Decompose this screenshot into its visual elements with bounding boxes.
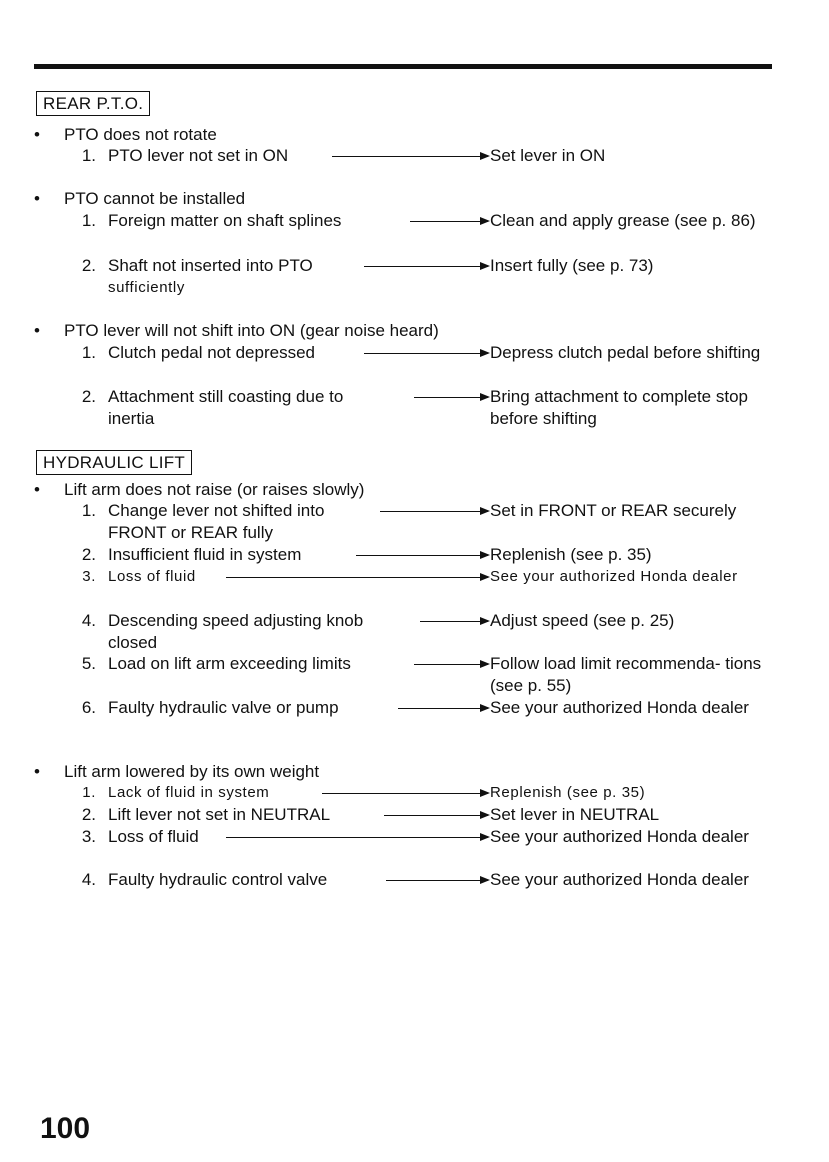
arrow-icon	[364, 266, 488, 267]
page-number: 100	[40, 1112, 91, 1145]
top-rule	[34, 64, 772, 69]
problem-pto-lever-not-shift: • PTO lever will not shift into ON (gear noise heard)	[34, 321, 439, 340]
section-title-hydraulic-lift: HYDRAULIC LIFT	[36, 450, 192, 475]
arrow-icon	[420, 621, 488, 622]
arrow-icon	[356, 555, 488, 556]
arrow-icon	[384, 815, 488, 816]
arrow-icon	[226, 837, 488, 838]
arrow-icon	[364, 353, 488, 354]
problem-lift-arm-lowered: • Lift arm lowered by its own weight	[34, 762, 320, 781]
arrow-icon	[226, 577, 488, 578]
arrow-icon	[332, 156, 488, 157]
problem-lift-arm-not-raise: • Lift arm does not raise (or raises slowly)	[34, 480, 365, 499]
arrow-icon	[380, 511, 488, 512]
arrow-icon	[410, 221, 488, 222]
arrow-icon	[398, 708, 488, 709]
problem-pto-cannot-install: • PTO cannot be installed	[34, 189, 246, 208]
section-title-rear-pto: REAR P.T.O.	[36, 91, 150, 116]
arrow-icon	[414, 664, 488, 665]
arrow-icon	[414, 397, 488, 398]
arrow-icon	[386, 880, 488, 881]
problem-pto-not-rotate: • PTO does not rotate	[34, 125, 217, 144]
arrow-icon	[322, 793, 488, 794]
